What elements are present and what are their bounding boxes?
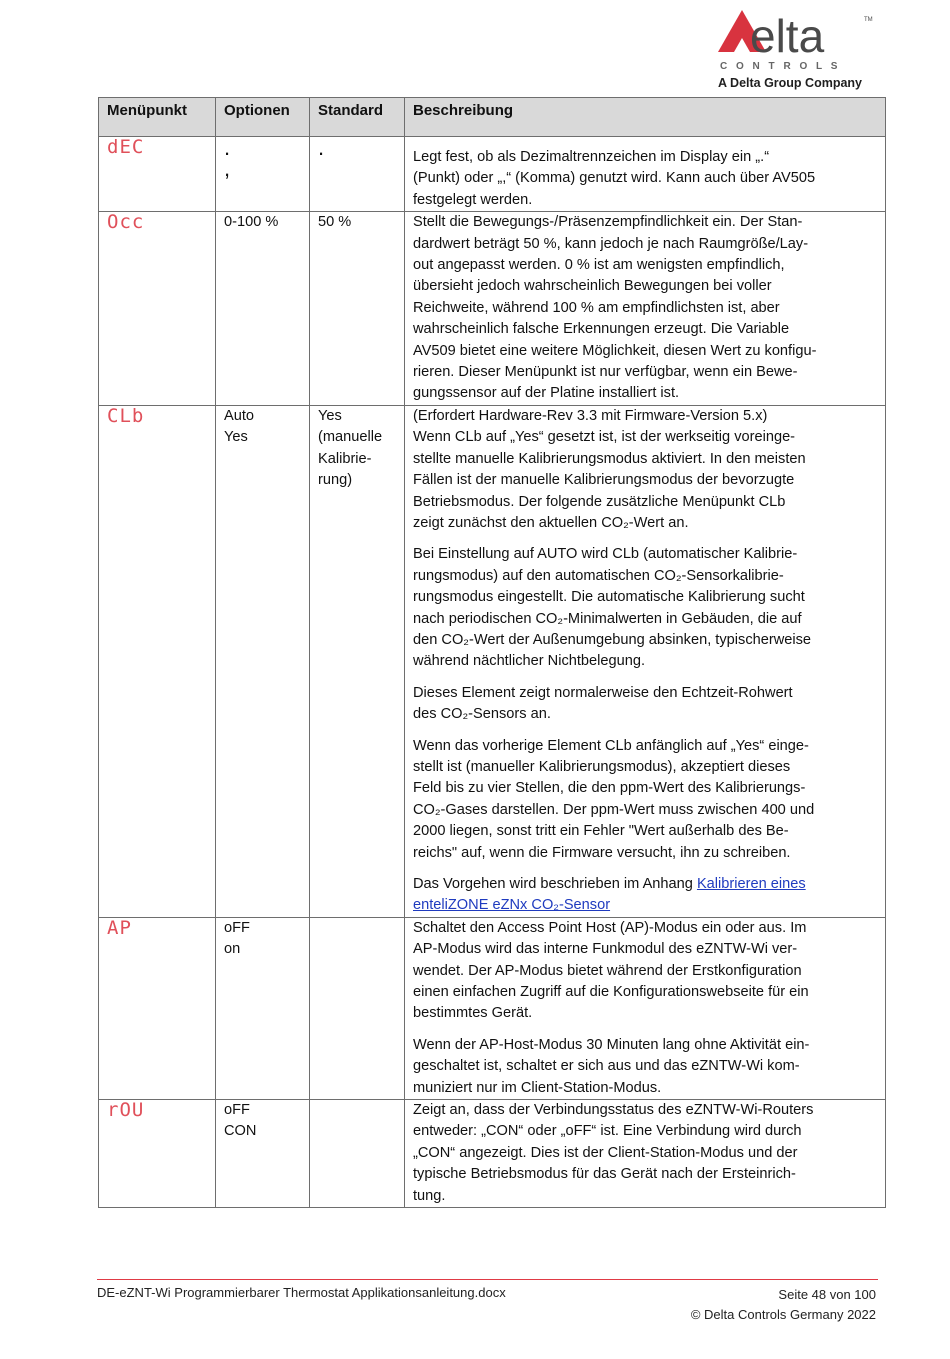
standard-value: . <box>318 135 325 160</box>
text-line <box>413 895 877 916</box>
footer-copyright: © Delta Controls Germany 2022 <box>690 1307 876 1322</box>
svg-text:elta: elta <box>750 10 825 62</box>
option-value: Yes <box>224 429 248 446</box>
header-beschreibung: Beschreibung <box>405 98 886 137</box>
header-menupunkt: Menüpunkt <box>99 98 216 137</box>
menu-code: dEC <box>99 137 216 212</box>
standard-value: rung) <box>318 472 353 489</box>
options-cell <box>216 137 310 212</box>
text-line: Wenn der AP-Host-Modus 30 Minuten lang ohne Aktivität ein- <box>413 1036 810 1053</box>
text-line: gungssensor auf der Platine installiert ist. <box>413 385 680 402</box>
text-line: AP-Modus wird das interne Funkmodul des eZNTW-Wi ver- <box>413 941 798 958</box>
footer-document-name: DE-eZNT-Wi Programmierbarer Thermostat Applikationsanleitung.docx <box>97 1285 506 1300</box>
description-cell <box>405 1100 886 1208</box>
table-header-row <box>99 98 886 137</box>
standard-cell <box>310 1100 405 1208</box>
text-line: reichs" auf, wenn die Firmware versucht, ihn zu schreiben. <box>413 844 791 861</box>
table-row <box>99 137 886 212</box>
text-line: zeigt zunächst den aktuellen CO₂-Wert an. <box>413 514 689 531</box>
text-line: Wenn CLb auf „Yes“ gesetzt ist, ist der werkseitig voreinge- <box>413 429 796 446</box>
text-line: Bei Einstellung auf AUTO wird CLb (automatischer Kalibrie- <box>413 546 798 563</box>
calibration-appendix-link-cont[interactable]: enteliZONE eZNx CO₂-Sensor <box>413 897 611 914</box>
text-line: geschaltet ist, schaltet er sich aus und das eZNTW-Wi kom- <box>413 1058 800 1075</box>
menu-code: AP <box>99 917 216 1099</box>
text-line: übersieht jedoch wahrscheinlich Bewegungen bei voller <box>413 278 772 295</box>
description-paragraph <box>413 1035 877 1099</box>
standard-value: Kalibrie- <box>318 450 372 467</box>
text-line: tung. <box>413 1187 446 1204</box>
brand-tagline: A Delta Group Company <box>718 76 862 90</box>
calibration-appendix-link[interactable]: Kalibrieren eines <box>696 876 806 892</box>
standard-cell <box>310 405 405 917</box>
description-paragraph <box>413 406 877 534</box>
text-line: des CO₂-Sensors an. <box>413 706 551 723</box>
option-value: oFF <box>224 1102 250 1119</box>
text-line: Zeigt an, dass der Verbindungsstatus des eZNTW-Wi-Routers <box>413 1102 814 1119</box>
text-line: den CO₂-Wert der Außenumgebung absinken, typischerweise <box>413 631 812 648</box>
text-line: entweder: „CON“ oder „oFF“ ist. Eine Verbindung wird durch <box>413 1123 802 1140</box>
description-paragraph <box>413 544 877 672</box>
description-cell <box>405 137 886 212</box>
description-paragraph <box>413 874 877 917</box>
text-line: bestimmtes Gerät. <box>413 1005 533 1022</box>
text-line: wahrscheinlich falsche Erkennungen erzeugt. Die Variable <box>413 321 790 338</box>
standard-value: 50 % <box>318 214 352 231</box>
option-value: . <box>224 135 231 160</box>
footer-divider <box>97 1279 878 1280</box>
options-cell <box>216 212 310 406</box>
text-line: typische Betriebsmodus für das Gerät nach der Ersteinrich- <box>413 1166 796 1183</box>
options-cell <box>216 917 310 1099</box>
header-standard: Standard <box>310 98 405 137</box>
option-value: on <box>224 941 241 958</box>
menu-code: CLb <box>99 405 216 917</box>
text-line: Stellt die Bewegungs-/Präsenzempfindlichkeit ein. Der Stan- <box>413 214 803 231</box>
standard-cell <box>310 137 405 212</box>
table-row <box>99 1100 886 1208</box>
text-line: out angepasst werden. 0 % ist am wenigsten empfindlich, <box>413 257 785 274</box>
text-line: stellte manuelle Kalibrierungsmodus aktiviert. In den meisten <box>413 450 806 467</box>
text-line: dardwert beträgt 50 %, kann jedoch je nach Raumgröße/Lay- <box>413 235 809 252</box>
logo-wordmark-sub: C O N T R O L S <box>720 61 841 72</box>
text-line: stellt ist (manueller Kalibrierungsmodus), akzeptiert dieses <box>413 758 791 775</box>
footer-right <box>691 1285 876 1325</box>
description-cell <box>405 212 886 406</box>
description-paragraph <box>413 918 877 1025</box>
text-line: nach periodischen CO₂-Minimalwerten in Gebäuden, die auf <box>413 610 802 627</box>
menu-code: rOU <box>99 1100 216 1208</box>
text-line: Feld bis zu vier Stellen, die den ppm-Wert des Kalibrierungs- <box>413 780 806 797</box>
description-paragraph <box>413 736 877 864</box>
option-value: CON <box>224 1123 257 1140</box>
text-line: Fällen ist der manuelle Kalibrierungsmodus der bevorzugte <box>413 472 795 489</box>
menu-table <box>98 97 886 1208</box>
text-line: einen einfachen Zugriff auf die Konfigurationswebseite für ein <box>413 984 809 1001</box>
text-line: Betriebsmodus. Der folgende zusätzliche Menüpunkt CLb <box>413 493 786 510</box>
text-line: AV509 bietet eine weitere Möglichkeit, diesen Wert zu konfigu- <box>413 342 817 359</box>
table-row <box>99 405 886 917</box>
text-line: wendet. Der AP-Modus bietet während der Erstkonfiguration <box>413 962 802 979</box>
text-line <box>413 874 877 895</box>
option-value: 0-100 % <box>224 214 279 231</box>
text-line: 2000 liegen, sonst tritt ein Fehler "Wert außerhalb des Be- <box>413 823 789 840</box>
standard-value: Yes <box>318 407 342 424</box>
standard-cell <box>310 212 405 406</box>
text-line: während nächtlicher Nichtbelegung. <box>413 653 646 670</box>
text-line: Dieses Element zeigt normalerweise den Echtzeit-Rohwert <box>413 684 793 701</box>
footer-page-number: Seite 48 von 100 <box>778 1287 876 1302</box>
standard-cell <box>310 917 405 1099</box>
text-line: „CON“ angezeigt. Dies ist der Client-Station-Modus und der <box>413 1144 798 1161</box>
text-line: Reichweite, während 100 % am empfindlichsten ist, aber <box>413 299 780 316</box>
table-row <box>99 212 886 406</box>
text-line: rieren. Dieser Menüpunkt ist nur verfügbar, wenn ein Bewe- <box>413 364 798 381</box>
text-line: Legt fest, ob als Dezimaltrennzeichen im Display ein „.“ <box>413 149 770 165</box>
text-line: CO₂-Gases darstellen. Der ppm-Wert muss zwischen 400 und <box>413 801 815 818</box>
reference-text: Das Vorgehen wird beschrieben im Anhang <box>413 876 697 892</box>
standard-value: (manuelle <box>318 429 383 446</box>
header-optionen: Optionen <box>216 98 310 137</box>
options-cell <box>216 1100 310 1208</box>
text-line: Wenn das vorherige Element CLb anfänglich auf „Yes“ einge- <box>413 737 809 754</box>
text-line: (Punkt) oder „,“ (Komma) genutzt wird. Kann auch über AV505 <box>413 170 816 187</box>
description-cell <box>405 917 886 1099</box>
table-row <box>99 917 886 1099</box>
text-line: rungsmodus) auf den automatischen CO₂-Sensorkalibrie- <box>413 567 784 584</box>
text-line: (Erfordert Hardware-Rev 3.3 mit Firmware-Version 5.x) <box>413 407 768 424</box>
text-line: festgelegt werden. <box>413 191 533 208</box>
text-line: Schaltet den Access Point Host (AP)-Modus ein oder aus. Im <box>413 919 807 936</box>
text-line: rungsmodus eingestellt. Die automatische Kalibrierung sucht <box>413 589 805 606</box>
trademark-text: TM <box>864 17 873 23</box>
text-line: muniziert nur im Client-Station-Modus. <box>413 1079 662 1096</box>
description-paragraph <box>413 683 877 726</box>
options-cell <box>216 405 310 917</box>
description-cell <box>405 405 886 917</box>
option-value: oFF <box>224 919 250 936</box>
option-value: Auto <box>224 407 255 424</box>
menu-code: Occ <box>99 212 216 406</box>
option-value: , <box>224 156 231 182</box>
